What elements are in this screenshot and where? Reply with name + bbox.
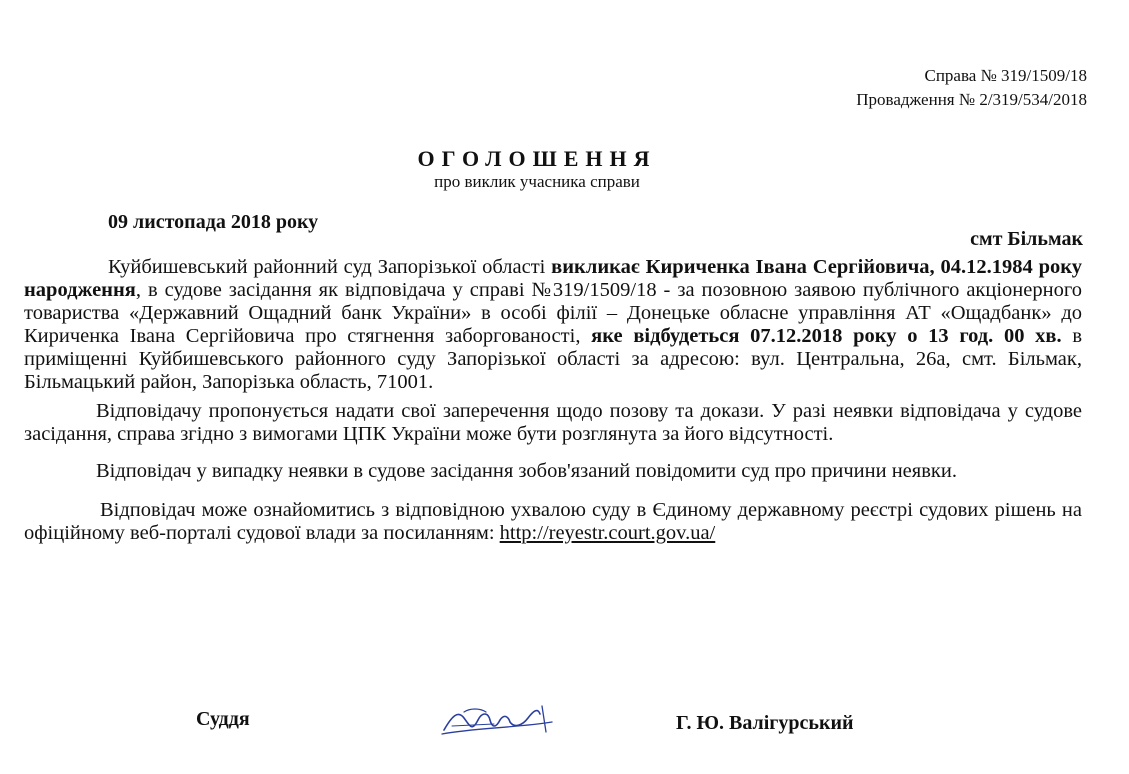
notice-place: смт Більмак [970,228,1083,250]
paragraph-registry [24,499,1082,545]
judge-label: Суддя [196,708,250,730]
judge-signature [434,698,564,740]
notice-subtitle: про виклик учасника справи [434,172,640,191]
case-number: Справа № 319/1509/18 [924,66,1087,85]
proceeding-number: Провадження № 2/319/534/2018 [856,90,1087,109]
paragraph-absence-notice: Відповідач у випадку неявки в судове засідання зобов'язаний повідомити суд про причини неявки. [96,460,957,482]
notice-body [24,256,1082,545]
paragraph-summons [24,256,1082,394]
summons-hearing-time: яке відбудеться 07.12.2018 року о 13 год. 00 хв. [591,325,1062,347]
summons-court: Куйбишевський районний суд Запорізької області [108,256,552,278]
notice-date: 09 листопада 2018 року [108,211,319,233]
notice-title: ОГОЛОШЕННЯ [417,146,657,171]
case-references [856,64,1087,112]
judge-name: Г. Ю. Валігурський [676,712,854,734]
summons-address: в приміщенні Куйбишевського районного суду Запорізької області за адресою: вул. Центральна, 26а, смт. Більмак, Більмацький район, Запорізька область, 71001. [24,325,1082,393]
summons-case-details: , в судове засідання як відповідача у справі №319/1509/18 - за позовною заявою публічного акціонерного товариства «Державний Ощадний банк України» в особі філії – Донецьке обласне управління АТ «Ощадбанк» до Кириченка Івана Сергійовича про стягнення заборгованості, [24,279,1082,347]
summons-defendant: викликає Кириченка Івана Сергійовича, 04.12.1984 року народження [24,256,1082,301]
registry-link[interactable]: http://reyestr.court.gov.ua/ [499,522,716,544]
registry-text: Відповідач може ознайомитись з відповідною ухвалою суду в Єдиному державному реєстрі судових рішень на офіційному веб-порталі судової влади за посиланням: [24,499,1082,544]
paragraph-objections: Відповідачу пропонується надати свої заперечення щодо позову та докази. У разі неявки відповідача у судове засідання, справа згідно з вимогами ЦПК України може бути розглянута за його відсутності. [24,400,1082,445]
